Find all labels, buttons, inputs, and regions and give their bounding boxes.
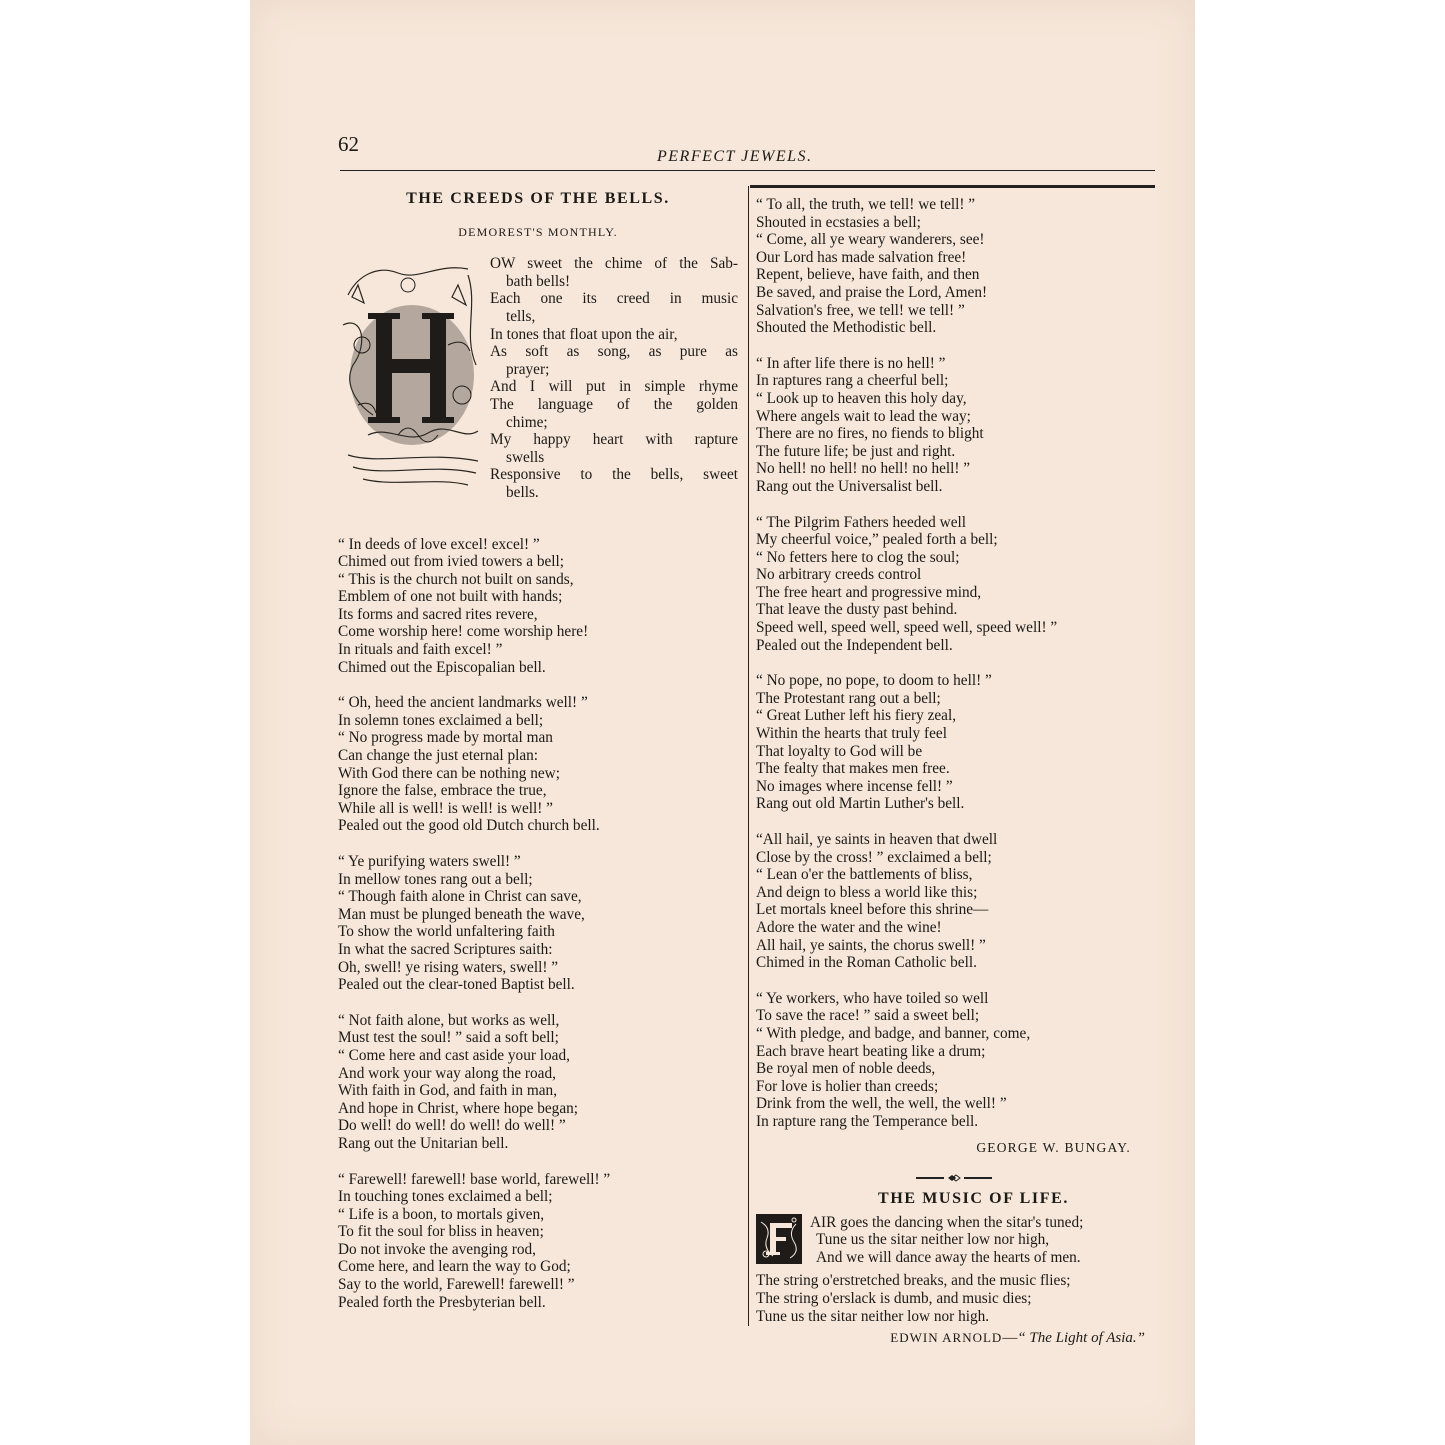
poem-line: “ Not faith alone, but works as well, bbox=[338, 1011, 560, 1029]
poem-line: Man must be plunged beneath the wave, bbox=[338, 905, 585, 923]
poem-line: Say to the world, Farewell! farewell! ” bbox=[338, 1276, 575, 1294]
poem-line: In mellow tones rang out a bell; bbox=[338, 870, 533, 888]
poem-line: The future life; be just and right. bbox=[756, 442, 956, 460]
left-column bbox=[338, 190, 738, 1311]
poem-line: The string o'erstretched breaks, and the music flies; bbox=[756, 1272, 1071, 1290]
poem-line: In what the sacred Scriptures saith: bbox=[338, 940, 553, 958]
poem-line: Let mortals kneel before this shrine— bbox=[756, 901, 989, 919]
poem-line: Oh, swell! ye rising waters, swell! ” bbox=[338, 958, 559, 976]
poem-line: Each brave heart beating like a drum; bbox=[756, 1042, 986, 1060]
poem-line: “ Lean o'er the battlements of bliss, bbox=[756, 866, 973, 884]
poem-line: “ No fetters here to clog the soul; bbox=[756, 548, 960, 566]
poem-line: My happy heart with rapture bbox=[490, 431, 738, 449]
poem-line: Salvation's free, we tell! we tell! ” bbox=[756, 301, 965, 319]
poem-line: “All hail, ye saints in heaven that dwell bbox=[756, 831, 998, 848]
book-page bbox=[250, 0, 1195, 1445]
page-number: 62 bbox=[338, 132, 359, 156]
poem-line: Where angels wait to lead the way; bbox=[756, 407, 971, 425]
poem-line: “ Life is a boon, to mortals given, bbox=[338, 1205, 545, 1223]
poem-line: And we will dance away the hearts of men. bbox=[816, 1248, 1081, 1266]
header-rule bbox=[340, 170, 1155, 171]
ornament-divider-icon bbox=[914, 1173, 994, 1183]
ornamental-drop-cap-h bbox=[338, 255, 486, 491]
poem-line: And I will put in simple rhyme bbox=[490, 378, 738, 396]
poem-line: Responsive to the bells, sweet bbox=[490, 466, 738, 484]
poem-line: “ Look up to heaven this holy day, bbox=[756, 389, 967, 407]
poem-line: Be saved, and praise the Lord, Amen! bbox=[756, 283, 988, 301]
poem-line: swells bbox=[506, 448, 545, 466]
poem-line: Come worship here! come worship here! bbox=[338, 623, 589, 641]
opening-lines bbox=[802, 1214, 1083, 1267]
poem-line: The Protestant rang out a bell; bbox=[756, 689, 941, 707]
poem-line: “ To all, the truth, we tell! we tell! ” bbox=[756, 196, 976, 213]
poem-line: To save the race! ” said a sweet bell; bbox=[756, 1007, 980, 1025]
poem-line: The free heart and progressive mind, bbox=[756, 583, 982, 601]
poem-line: Can change the just eternal plan: bbox=[338, 747, 539, 765]
poem-line: In rituals and faith excel! ” bbox=[338, 641, 503, 659]
poem-line: bath bells! bbox=[506, 272, 571, 290]
opening-lines bbox=[486, 255, 738, 501]
opening-stanza bbox=[338, 255, 738, 501]
poem-line: “ Great Luther left his fiery zeal, bbox=[756, 707, 957, 725]
poem-line: No images where incense fell! ” bbox=[756, 777, 953, 795]
work-title: “ The Light of Asia.” bbox=[1017, 1330, 1145, 1347]
poem-line: And hope in Christ, where hope began; bbox=[338, 1099, 579, 1117]
poem-line: Repent, believe, have faith, and then bbox=[756, 266, 980, 284]
stanza bbox=[338, 694, 738, 835]
ornamental-drop-cap-f bbox=[756, 1214, 802, 1264]
poem-author: GEORGE W. BUNGAY. bbox=[976, 1139, 1131, 1155]
poem-line: Chimed out the Episcopalian bell. bbox=[338, 658, 546, 676]
poem-line: In touching tones exclaimed a bell; bbox=[338, 1188, 553, 1206]
poem-line: “ In deeds of love excel! excel! ” bbox=[338, 535, 540, 553]
poem-line: Pealed out the clear-toned Baptist bell. bbox=[338, 976, 575, 994]
poem-line: To fit the soul for bliss in heaven; bbox=[338, 1223, 544, 1241]
right-column bbox=[756, 196, 1151, 1348]
poem-line: “ No progress made by mortal man bbox=[338, 729, 553, 747]
poem-line: Close by the cross! ” exclaimed a bell; bbox=[756, 848, 992, 866]
poem-line: Do not invoke the avenging rod, bbox=[338, 1240, 536, 1258]
poem-title: THE CREEDS OF THE BELLS. bbox=[406, 190, 670, 207]
poem-line: “ Though faith alone in Christ can save, bbox=[338, 888, 582, 906]
stanza bbox=[756, 1272, 1151, 1325]
poem-line: Rang out old Martin Luther's bell. bbox=[756, 795, 965, 813]
header-thick-rule bbox=[750, 185, 1155, 188]
opening-stanza bbox=[756, 1214, 1151, 1267]
poem-line: In raptures rang a cheerful bell; bbox=[756, 372, 949, 390]
poem-line: Our Lord has made salvation free! bbox=[756, 248, 967, 266]
poem-line: “ No pope, no pope, to doom to hell! ” bbox=[756, 672, 992, 690]
poem-line: Emblem of one not built with hands; bbox=[338, 588, 563, 606]
poem-line: Pealed out the good old Dutch church bell. bbox=[338, 817, 600, 835]
poem-line: That loyalty to God will be bbox=[756, 742, 923, 760]
poem-line: “ This is the church not built on sands, bbox=[338, 570, 574, 588]
poem-line: Chimed out from ivied towers a bell; bbox=[338, 553, 565, 571]
poem-line: Each one its creed in music bbox=[490, 290, 738, 308]
poem-line: No arbitrary creeds control bbox=[756, 566, 922, 584]
poem-line: For love is holier than creeds; bbox=[756, 1077, 939, 1095]
poem-title: THE MUSIC OF LIFE. bbox=[878, 1190, 1069, 1208]
poem-line: Drink from the well, the well, the well! ” bbox=[756, 1095, 1007, 1113]
poem-line: “ Ye workers, who have toiled so well bbox=[756, 989, 989, 1007]
poem-line: There are no fires, no fiends to blight bbox=[756, 425, 984, 443]
poem-line: No hell! no hell! no hell! no hell! ” bbox=[756, 460, 971, 478]
stanza bbox=[756, 672, 1151, 813]
poem-line: My cheerful voice,” pealed forth a bell; bbox=[756, 531, 998, 549]
poem-line: Shouted the Methodistic bell. bbox=[756, 319, 937, 337]
stanza bbox=[338, 536, 738, 677]
stanza bbox=[756, 355, 1151, 496]
poem-attribution bbox=[756, 1329, 1151, 1348]
poem-line: prayer; bbox=[506, 360, 550, 378]
stanza bbox=[756, 831, 1151, 972]
stanza bbox=[756, 990, 1151, 1131]
poem-line: “ Farewell! farewell! base world, farewell! ” bbox=[338, 1170, 611, 1188]
poem-line: chime; bbox=[506, 413, 548, 431]
poem-line: Chimed in the Roman Catholic bell. bbox=[756, 954, 977, 972]
poem-line: AIR goes the dancing when the sitar's tuned; bbox=[810, 1213, 1084, 1231]
poem-line: In tones that float upon the air, bbox=[490, 325, 678, 343]
poem-line: To show the world unfaltering faith bbox=[338, 923, 555, 941]
poem-source: DEMOREST'S MONTHLY. bbox=[458, 224, 618, 239]
poem-line: Must test the soul! ” said a soft bell; bbox=[338, 1029, 559, 1047]
poem-line: OW sweet the chime of the Sab- bbox=[490, 255, 738, 273]
poem-line: Rang out the Universalist bell. bbox=[756, 477, 943, 495]
poem-line: As soft as song, as pure as bbox=[490, 343, 738, 361]
poem-line: With God there can be nothing new; bbox=[338, 764, 560, 782]
poem-line: Rang out the Unitarian bell. bbox=[338, 1134, 509, 1152]
poem-line: “ With pledge, and badge, and banner, come, bbox=[756, 1024, 1031, 1042]
stanza bbox=[756, 196, 1151, 337]
poem-line: And deign to bless a world like this; bbox=[756, 883, 978, 901]
poem-line: tells, bbox=[506, 307, 536, 325]
attribution-dash: — bbox=[1002, 1330, 1018, 1347]
poem-line: Shouted in ecstasies a bell; bbox=[756, 213, 921, 231]
author-name: EDWIN ARNOLD bbox=[890, 1330, 1003, 1346]
poem-line: “ In after life there is no hell! ” bbox=[756, 354, 946, 372]
poem-line: With faith in God, and faith in man, bbox=[338, 1082, 558, 1100]
poem-line: Speed well, speed well, speed well, speed well! ” bbox=[756, 619, 1058, 637]
poem-line: Tune us the sitar neither low nor high. bbox=[756, 1307, 990, 1325]
column-divider bbox=[748, 186, 749, 1326]
poem-line: All hail, ye saints, the chorus swell! ” bbox=[756, 936, 986, 954]
poem-line: That leave the dusty past behind. bbox=[756, 601, 958, 619]
poem-line: In solemn tones exclaimed a bell; bbox=[338, 711, 544, 729]
running-head: PERFECT JEWELS. bbox=[657, 148, 813, 165]
poem-line: “ Oh, heed the ancient landmarks well! ” bbox=[338, 694, 588, 712]
poem-line: bells. bbox=[506, 483, 539, 501]
poem-line: Within the hearts that truly feel bbox=[756, 725, 947, 743]
poem-line: Come here, and learn the way to God; bbox=[338, 1258, 571, 1276]
poem-line: In rapture rang the Temperance bell. bbox=[756, 1112, 979, 1130]
poem-line: The string o'erslack is dumb, and music dies; bbox=[756, 1290, 1032, 1308]
poem-line: Pealed out the Independent bell. bbox=[756, 636, 953, 654]
poem-line: “ The Pilgrim Fathers heeded well bbox=[756, 513, 966, 531]
poem-line: And work your way along the road, bbox=[338, 1064, 556, 1082]
poem-line: “ Come, all ye weary wanderers, see! bbox=[756, 231, 985, 249]
poem-line: While all is well! is well! is well! ” bbox=[338, 799, 553, 817]
poem-line: The fealty that makes men free. bbox=[756, 760, 950, 778]
poem-line: Ignore the false, embrace the true, bbox=[338, 782, 547, 800]
poem-line: Its forms and sacred rites revere, bbox=[338, 605, 538, 623]
poem-line: “ Come here and cast aside your load, bbox=[338, 1046, 570, 1064]
poem-line: Tune us the sitar neither low nor high, bbox=[816, 1231, 1050, 1249]
stanza bbox=[338, 1012, 738, 1153]
section-ornament bbox=[756, 1170, 1151, 1184]
poem-line: Pealed forth the Presbyterian bell. bbox=[338, 1293, 546, 1311]
stanza bbox=[338, 1171, 738, 1312]
poem-line: “ Ye purifying waters swell! ” bbox=[338, 853, 521, 870]
poem-line: Adore the water and the wine! bbox=[756, 918, 942, 936]
poem-line: The language of the golden bbox=[490, 395, 738, 413]
poem-line: Be royal men of noble deeds, bbox=[756, 1060, 936, 1078]
poem-line: Do well! do well! do well! do well! ” bbox=[338, 1117, 566, 1135]
stanza bbox=[756, 514, 1151, 655]
stanza bbox=[338, 853, 738, 994]
